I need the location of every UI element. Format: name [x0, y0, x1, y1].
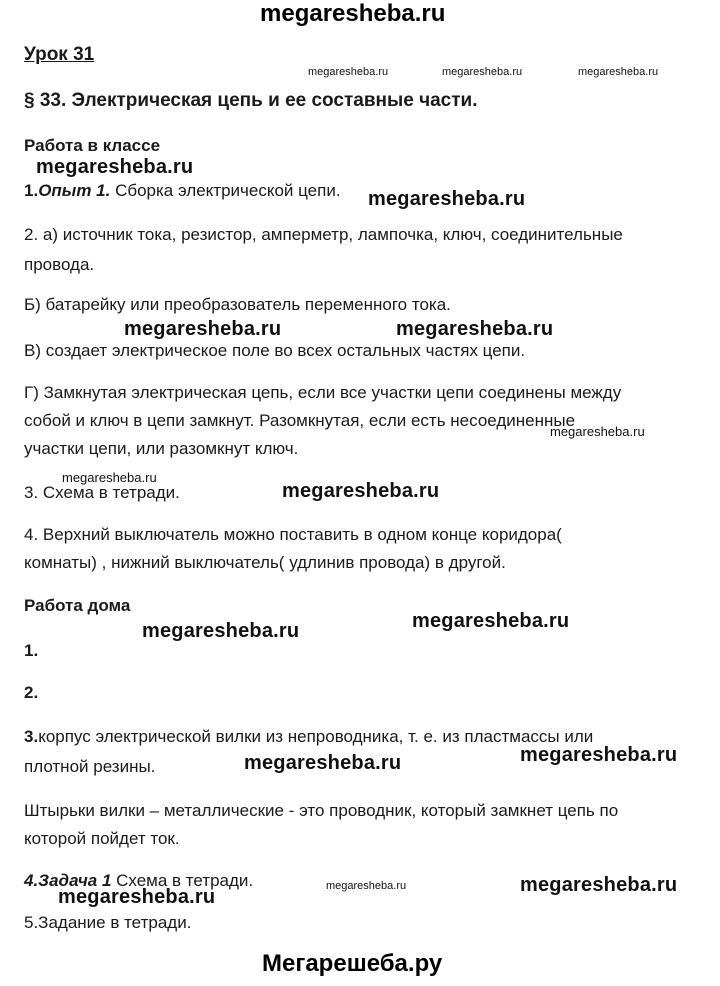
item-4-line-1: 4. Верхний выключатель можно поставить в одном конце коридора(	[24, 525, 562, 544]
item-1-number: 1.	[24, 181, 39, 200]
item-v: В) создает электрическое поле во всех остальных частях цепи.	[24, 341, 526, 360]
home-item-4-label: 4.Задача 1	[24, 871, 112, 890]
class-work-heading: Работа в классе	[24, 136, 161, 155]
home-item-3b-line-2: которой пойдет ток.	[24, 829, 180, 848]
watermark: megaresheba.ru	[520, 744, 678, 766]
watermark: megaresheba.ru	[368, 188, 526, 210]
home-item-1: 1.	[24, 641, 39, 660]
home-item-2: 2.	[24, 683, 39, 702]
watermark: megaresheba.ru	[282, 480, 440, 502]
watermark: megaresheba.ru	[396, 318, 554, 340]
item-b: Б) батарейку или преобразователь переменного тока.	[24, 295, 451, 314]
lesson-title: Урок 31	[24, 44, 95, 65]
home-item-3-line-2: плотной резины.	[24, 757, 156, 776]
watermark: megaresheba.ru	[308, 66, 389, 78]
item-4-line-2: комнаты) , нижний выключатель( удлинив провода) в другой.	[24, 553, 506, 572]
watermark: megaresheba.ru	[58, 886, 216, 908]
home-item-4-text: Схема в тетради.	[111, 871, 254, 890]
watermark: megaresheba.ru	[442, 66, 523, 78]
item-1-text: Сборка электрической цепи.	[110, 181, 341, 200]
item-g-line-1: Г) Замкнутая электрическая цепь, если все участки цепи соединены между	[24, 383, 622, 402]
item-1	[24, 176, 341, 206]
watermark: megaresheba.ru	[578, 66, 659, 78]
item-g-line-3: участки цепи, или разомкнут ключ.	[24, 439, 299, 458]
watermark: megaresheba.ru	[326, 880, 407, 892]
watermark: megaresheba.ru	[520, 874, 678, 896]
item-3: 3. Схема в тетради.	[24, 483, 180, 502]
home-item-5: 5.Задание в тетради.	[24, 913, 192, 932]
site-footer: Мегарешеба.ру	[262, 950, 443, 977]
section-title: § 33. Электрическая цепь и ее составные части.	[24, 90, 478, 111]
site-header: megaresheba.ru	[260, 0, 446, 27]
watermark: megaresheba.ru	[62, 470, 157, 485]
watermark: megaresheba.ru	[412, 610, 570, 632]
watermark: megaresheba.ru	[124, 318, 282, 340]
home-work-heading: Работа дома	[24, 596, 131, 615]
home-item-3-text: корпус электрической вилки из непроводника, т. е. из пластмассы или	[38, 727, 594, 746]
watermark: megaresheba.ru	[36, 156, 194, 178]
home-item-3-number: 3.	[24, 727, 39, 746]
item-g-line-2: собой и ключ в цепи замкнут. Разомкнутая, если есть несоединенные	[24, 411, 576, 430]
home-item-3b-line-1: Штырьки вилки – металлические - это проводник, который замкнет цепь по	[24, 801, 619, 820]
watermark: megaresheba.ru	[550, 424, 645, 439]
item-1-label: Опыт 1.	[38, 181, 111, 200]
item-2-line-2: провода.	[24, 255, 95, 274]
item-2-line-1: 2. а) источник тока, резистор, амперметр, лампочка, ключ, соединительные	[24, 225, 623, 244]
watermark: megaresheba.ru	[142, 620, 300, 642]
home-item-3-line-1	[24, 722, 593, 752]
watermark: megaresheba.ru	[244, 752, 402, 774]
